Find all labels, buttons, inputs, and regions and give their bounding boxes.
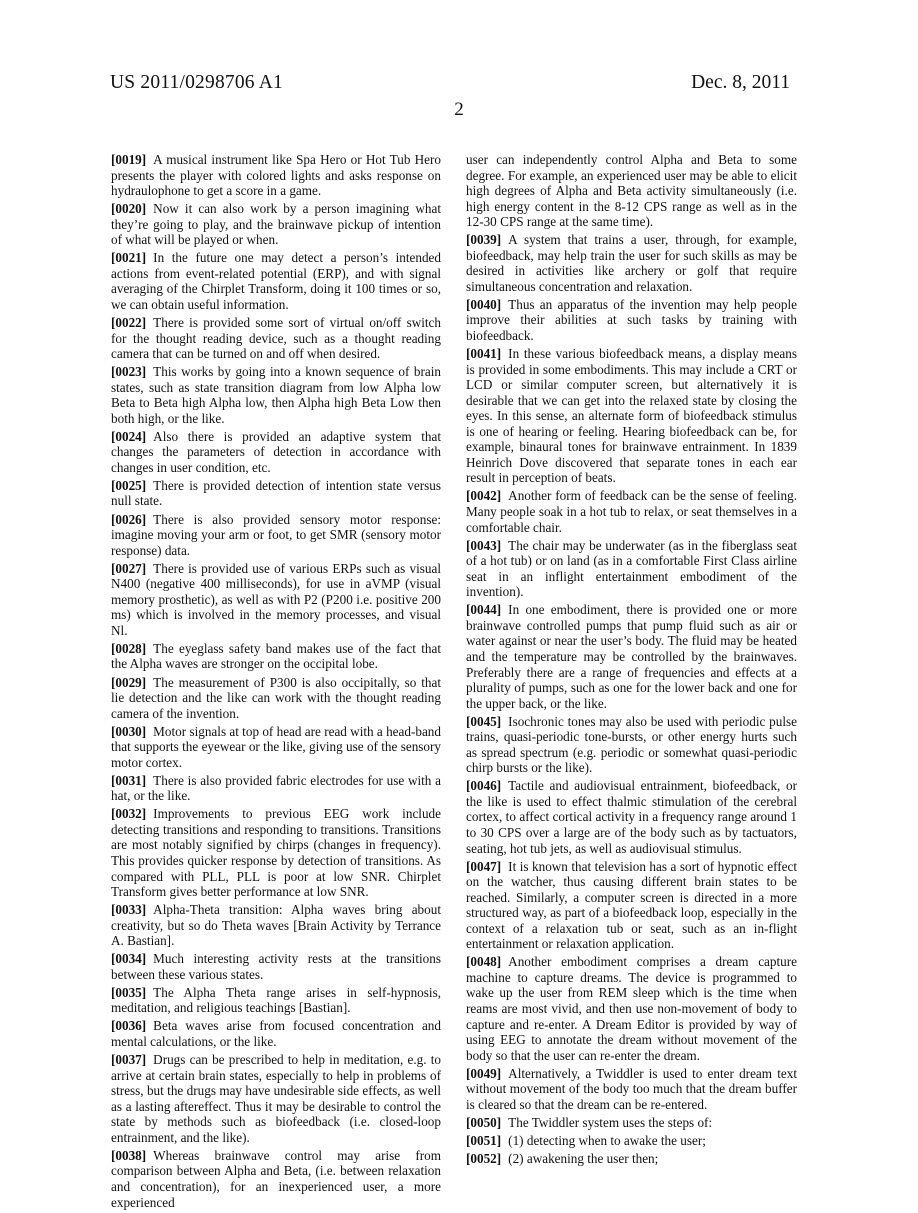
paragraph-number: [0019] — [111, 152, 147, 167]
paragraph-number: [0026] — [111, 511, 147, 527]
paragraph — [466, 859, 797, 952]
paragraph — [111, 201, 441, 248]
paragraph — [111, 1018, 441, 1049]
paragraph-number: [0025] — [111, 477, 147, 493]
paragraph-text: This works by going into a known sequence of brain states, such as state transition diagram from low Alpha low Beta to Beta high Alpha low, then Alpha high Beta Low then both high, or the like. — [111, 364, 441, 426]
paragraph — [111, 724, 441, 771]
paragraph-number: [0024] — [111, 428, 147, 444]
paragraph-number: [0036] — [111, 1018, 147, 1034]
page-number: 2 — [454, 99, 464, 120]
paragraph — [111, 773, 441, 804]
paragraph — [111, 641, 441, 672]
paragraph-text: Another embodiment comprises a dream capture machine to capture dreams. The device is programmed to wake up the user from REM sleep which is the time when reams are most vivid, and then use non-movement of body to capture and re-enter. A Dream Editor is provided by way of using EEG to annotate the dream without movement of the body so that the user can re-enter the dream. — [466, 954, 797, 1063]
paragraph-number: [0028] — [111, 640, 147, 656]
paragraph — [466, 1151, 797, 1167]
paragraph-number: [0052] — [466, 1150, 502, 1166]
paragraph-text: The Alpha Theta range arises in self-hypnosis, meditation, and religious teachings [Bastian]. — [111, 984, 441, 1016]
paragraph-number: [0022] — [111, 314, 147, 330]
paragraph-number: [0034] — [111, 951, 147, 967]
paragraph-number: [0033] — [111, 902, 147, 918]
paragraph-number: [0032] — [111, 806, 147, 822]
paragraph — [111, 478, 441, 509]
paragraph — [111, 250, 441, 312]
paragraph — [466, 297, 797, 344]
paragraph-text: Alpha-Theta transition: Alpha waves bring about creativity, but so do Theta waves [Brain Activity by Terrance A. Bastian]. — [111, 902, 441, 949]
paragraph — [111, 1148, 441, 1210]
paragraph-number: [0043] — [466, 537, 502, 553]
paragraph-number: [0044] — [466, 602, 502, 618]
paragraph-number: [0051] — [466, 1132, 502, 1148]
paragraph-text: Beta waves arise from focused concentration and mental calculations, or the like. — [111, 1018, 441, 1050]
paragraph — [466, 232, 797, 294]
paragraph — [111, 951, 441, 982]
paragraph — [466, 1133, 797, 1149]
paragraph-text: Improvements to previous EEG work include detecting transitions and responding to transitions. Transitions are most notably signified by chirps (changes in frequency). This provides quicker response by detection of transitions. As compared with PLL, PLL is poor at low SNR. Chirplet Transform gives better performance at low SNR. — [111, 806, 441, 900]
paragraph-text: Tactile and audiovisual entrainment, biofeedback, or the like is used to effect thalmic stimulation of the cerebral cortex, to affect cortical activity in a frequency range around 1 to 30 CPS over a large are of the body such as by tactuators, seating, hot tub jets, as well as audiovisual stimulus. — [466, 778, 797, 856]
paragraph — [111, 429, 441, 476]
paragraph — [466, 778, 797, 856]
paragraph-number: [0038] — [111, 1147, 147, 1163]
paragraph — [466, 602, 797, 711]
paragraph-text: Another form of feedback can be the sense of feeling. Many people soak in a hot tub to relax, or seat themselves in a comfortable chair. — [466, 488, 797, 535]
paragraph-number: [0035] — [111, 984, 147, 1000]
paragraph — [466, 152, 797, 230]
paragraph-text: In the future one may detect a person’s intended actions from event-related potential (ERP), and with signal averaging of the Chirplet Transform, doing it 100 times or so, we can obtain useful information. — [111, 250, 441, 312]
paragraph-number: [0037] — [111, 1052, 147, 1068]
paragraph — [111, 364, 441, 426]
patent-number: US 2011/0298706 A1 — [110, 72, 283, 93]
paragraph-number: [0042] — [466, 488, 502, 504]
left-column — [111, 152, 441, 1213]
paragraph-text: There is provided use of various ERPs such as visual N400 (negative 400 milliseconds), for use in aVMP (visual memory prosthetic), as well as with P2 (P200 i.e. positive 200 ms) which is involved in the memory processes, and visual Nl. — [111, 560, 441, 638]
paragraph-text: The Twiddler system uses the steps of: — [508, 1114, 713, 1130]
paragraph-text: Now it can also work by a person imagining what they’re going to play, and the brainwave pickup of intention of what will be played or when. — [111, 201, 441, 248]
paragraph-text: In one embodiment, there is provided one or more brainwave controlled pumps that pump fluid such as air or water against or near the user’s body. The fluid may be heated and the temperature may be controlled by the brainwaves. Preferably there are a range of frequencies and effects at a plurality of pumps, such as one for the lower back and one for the upper back, or the like. — [466, 602, 797, 711]
paragraph-text: The measurement of P300 is also occipitally, so that lie detection and the like can work with the thought reading camera of the invention. — [111, 674, 441, 721]
paragraph — [466, 954, 797, 1063]
paragraph-number: [0046] — [466, 778, 502, 794]
paragraph-number: [0023] — [111, 364, 147, 380]
paragraph-number: [0021] — [111, 250, 147, 266]
paragraph-number: [0030] — [111, 723, 147, 739]
paragraph-text: There is provided detection of intention state versus null state. — [111, 477, 441, 509]
paragraph — [466, 538, 797, 600]
publication-date: Dec. 8, 2011 — [691, 72, 790, 93]
paragraph-text: Thus an apparatus of the invention may help people improve their abilities at such tasks by training with biofeedback. — [466, 296, 797, 344]
paragraph-number: [0045] — [466, 713, 502, 729]
paragraph — [111, 675, 441, 722]
paragraph-text: Whereas brainwave control may arise from comparison between Alpha and Beta, (i.e. between relaxation and concentration), for an inexperienced user, a more experienced — [111, 1147, 441, 1210]
paragraph — [466, 1066, 797, 1113]
paragraph — [111, 152, 441, 199]
right-column — [466, 152, 797, 1169]
paragraph — [466, 346, 797, 486]
paragraph-number: [0020] — [111, 201, 147, 217]
paragraph — [466, 1115, 797, 1131]
paragraph — [111, 561, 441, 639]
paragraph-text: (2) awakening the user then; — [508, 1150, 659, 1166]
paragraph-text: In these various biofeedback means, a display means is provided in some embodiments. This may include a CRT or LCD or similar computer screen, but alternatively it is desirable that we can get into the relaxed state by closing the eyes. In this sense, an alternate form of biofeedback stimulus is one of hearing or feeling. Hearing biofeedback can be, for example, binaural tones for brainwave entrainment. In 1839 Heinrich Dove discovered that separate tones in each ear result in perception of beats. — [466, 346, 797, 486]
paragraph-text: Isochronic tones may also be used with periodic pulse trains, quasi-periodic tone-bursts, or other energy hurts such as spread spectrum (e.g. periodic or somewhat quasi-periodic chirp bursts or the like). — [466, 713, 797, 776]
paragraph-text: Motor signals at top of head are read with a head-band that supports the eyewear or the like, giving use of the sensory motor cortex. — [111, 723, 441, 770]
paragraph — [466, 488, 797, 535]
paragraph-number: [0041] — [466, 346, 502, 362]
paragraph — [111, 512, 441, 559]
paragraph-number: [0039] — [466, 232, 502, 248]
paragraph — [111, 315, 441, 362]
paragraph-text: The chair may be underwater (as in the fiberglass seat of a hot tub) or on land (as in a comfortable First Class airline seat in an inflight entertainment embodiment of the invention). — [466, 537, 797, 600]
paragraph — [111, 902, 441, 949]
paragraph — [466, 714, 797, 776]
paragraph-text: A musical instrument like Spa Hero or Hot Tub Hero presents the player with colored lights and asks response on hydraulophone to get a score in a game. — [111, 152, 441, 199]
paragraph-number: [0029] — [111, 674, 147, 690]
paragraph — [111, 985, 441, 1016]
paragraph-text: user can independently control Alpha and Beta to some degree. For example, an experienced user may be able to elicit high degrees of Alpha and Beta activity simultaneously (i.e. high energy content in the 8-12 CPS range as well as in the 12-30 CPS range at the same time). — [466, 152, 797, 230]
paragraph-text: Drugs can be prescribed to help in meditation, e.g. to arrive at certain brain states, especially to help in problems of stress, but the drugs may have undesirable side effects, as well as a lasting aftereffect. Thus it may be desirable to control the state by methods such as biofeedback (i.e. closed-loop entrainment, and the like). — [111, 1052, 441, 1145]
paragraph — [111, 1052, 441, 1145]
paragraph-text: Alternatively, a Twiddler is used to enter dream text without movement of the body too much that the dream buffer is cleared so that the dream can be re-entered. — [466, 1065, 797, 1112]
paragraph — [111, 806, 441, 899]
paragraph-number: [0040] — [466, 296, 502, 312]
paragraph-text: (1) detecting when to awake the user; — [508, 1132, 706, 1148]
paragraph-number: [0047] — [466, 858, 502, 874]
paragraph-text: There is also provided fabric electrodes for use with a hat, or the like. — [111, 772, 441, 804]
paragraph-text: Also there is provided an adaptive system that changes the parameters of detection in accordance with changes in user condition, etc. — [111, 428, 441, 475]
paragraph-text: A system that trains a user, through, for example, biofeedback, may help train the user for such skills as may be desired in activities like archery or golf that require simultaneous concentration and relaxation. — [466, 232, 797, 294]
paragraph-number: [0049] — [466, 1065, 502, 1081]
paragraph-number: [0048] — [466, 954, 502, 970]
paragraph-text: It is known that television has a sort of hypnotic effect on the watcher, thus causing different brain states to be reached. Similarly, a computer screen is directed in a more structured way, as part of a biofeedback loop, especially in the context of a relaxation tub or seat, such as an in-flight entertainment or relaxation application. — [466, 858, 797, 952]
paragraph-number: [0027] — [111, 560, 147, 576]
paragraph-text: There is also provided sensory motor response: imagine moving your arm or foot, to get SMR (sensory motor response) data. — [111, 511, 441, 558]
paragraph-number: [0031] — [111, 772, 147, 788]
paragraph-text: There is provided some sort of virtual on/off switch for the thought reading device, such as a thought reading camera that can be turned on and off when desired. — [111, 314, 441, 362]
paragraph-text: Much interesting activity rests at the transitions between these various states. — [111, 951, 441, 982]
paragraph-text: The eyeglass safety band makes use of the fact that the Alpha waves are stronger on the occipital lobe. — [111, 640, 441, 672]
paragraph-number: [0050] — [466, 1114, 502, 1130]
